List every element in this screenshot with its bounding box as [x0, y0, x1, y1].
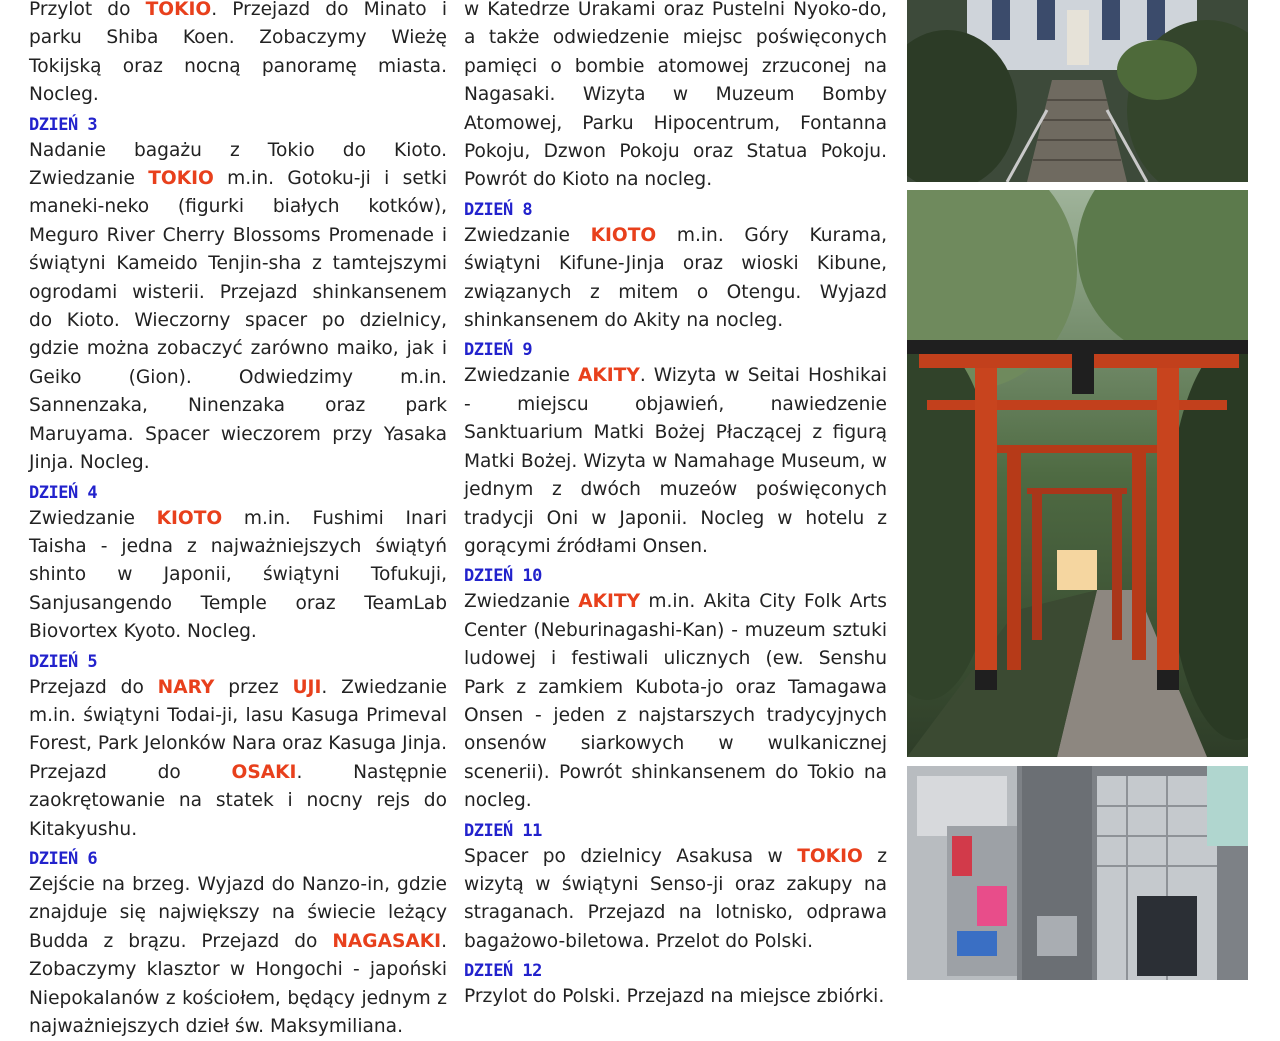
city-name: AKITY — [578, 591, 641, 613]
city-name: UJI — [292, 676, 322, 698]
day-heading: DZIEŃ 10 — [464, 566, 542, 587]
city-name: TOKIO — [797, 845, 863, 867]
day-paragraph: Zwiedzanie KIOTO m.in. Fushimi Inari Taisha - jedna z najważniejszych świątyń shinto w Japonii, świątyni Tofukuji, Sanjusangendo Temple oraz TeamLab Biovortex Kyoto. Nocleg. — [29, 507, 448, 643]
day-paragraph: Zwiedzanie KIOTO m.in. Góry Kurama, świątyni Kifune-Jinja oraz wioski Kibune, związanych z mitem o Otengu. Wyjazd shinkansenem do Akity na nocleg. — [464, 224, 887, 332]
day-heading: DZIEŃ 3 — [29, 114, 98, 135]
day-heading: DZIEŃ 4 — [29, 482, 98, 503]
city-name: AKITY — [577, 365, 640, 387]
day-paragraph: Przejazd do NARY przez UJI. Zwiedzanie m.in. świątyni Todai-ji, lasu Kasuga Primeval Forest, Park Jelonków Nara oraz Kasuga Jinja. Przejazd do OSAKI. Następnie zaokrętowanie na statek i nocny rejs do Kitakyushu. — [29, 676, 447, 840]
church-stairs-photo — [907, 0, 1248, 182]
day-heading: DZIEŃ 6 — [29, 848, 98, 869]
day-paragraph: w Katedrze Urakami oraz Pustelni Nyoko-do, a także odwiedzenie miejsc poświęconych pamięci o bombie atomowej zrzuconej na Nagasaki. Wizyta w Muzeum Bomby Atomowej, Parku Hipocentrum, Fontanna Pokoju, Dzwon Pokoju oraz Statua Pokoju. Powrót do Kioto na nocleg. — [464, 0, 887, 191]
city-name: NARY — [157, 676, 215, 698]
day-paragraph: Przylot do TOKIO. Przejazd do Minato i parku Shiba Koen. Zobaczymy Wieżę Tokijską oraz nocną panoramę miasta. Nocleg. — [29, 0, 447, 106]
day-paragraph: Przylot do Polski. Przejazd na miejsce zbiórki. — [464, 986, 885, 1008]
itinerary-column-middle — [464, 0, 887, 1012]
day-paragraph: Zejście na brzeg. Wyjazd do Nanzo-in, gdzie znajduje się największy na świecie leżący Budda z brązu. Przejazd do NAGASAKI. Zobaczymy klasztor w Hongochi - japoński Niepokalanów z kościołem, będący jednym z najważniejszych dzieł św. Maksymiliana. — [29, 873, 447, 1037]
city-name: TOKIO — [145, 0, 212, 20]
day-heading: DZIEŃ 11 — [464, 820, 542, 841]
day-heading: DZIEŃ 9 — [464, 340, 533, 361]
city-name: NAGASAKI — [332, 930, 442, 952]
city-name: KIOTO — [156, 507, 223, 529]
itinerary-column-left — [29, 0, 447, 1041]
day-paragraph: Nadanie bagażu z Tokio do Kioto. Zwiedzanie TOKIO m.in. Gotoku-ji i setki maneki-neko (figurki białych kotków), Meguro River Cherry Blossoms Promenade i świątyni Kameido Tenjin-sha z tamtejszymi ogrodami wisterii. Przejazd shinkansenem do Kioto. Wieczorny spacer po dzielnicy, gdzie można zobaczyć zarówno maiko, jak i Geiko (Gion). Odwiedzimy m.in. Sannenzaka, Ninenzaka oraz park Maruyama. Spacer wieczorem przy Yasaka Jinja. Nocleg. — [29, 139, 447, 474]
day-paragraph: Zwiedzanie AKITY m.in. Akita City Folk Arts Center (Neburinagashi-Kan) - muzeum sztuki ludowej i festiwali ulicznych (ew. Senshu Park z zamkiem Kubota-jo oraz Tamagawa Onsen - jeden z najstarszych tradycyjnych onsenów siarkowych w wulkanicznej scenerii). Powrót shinkansenem do Tokio na nocleg. — [464, 591, 887, 812]
city-name: KIOTO — [590, 224, 657, 246]
torii-gates-photo — [907, 190, 1248, 757]
city-name: TOKIO — [148, 168, 214, 190]
day-paragraph: Spacer po dzielnicy Asakusa w TOKIO z wizytą w świątyni Senso-ji oraz zakupy na straganach. Przejazd na lotnisko, odprawa bagażowo-biletowa. Przelot do Polski. — [464, 845, 887, 952]
day-paragraph: Zwiedzanie AKITY. Wizyta w Seitai Hoshikai - miejscu objawień, nawiedzenie Sanktuarium Matki Bożej Płaczącej z figurą Matki Bożej. Wizyta w Namahage Museum, w jednym z dwóch muzeów poświęconych tradycji Oni w Japonii. Nocleg w hotelu z gorącymi źródłami Onsen. — [464, 365, 887, 557]
city-name: OSAKI — [231, 761, 297, 783]
day-heading: DZIEŃ 5 — [29, 651, 98, 672]
city-aerial-photo — [907, 766, 1248, 980]
day-heading: DZIEŃ 8 — [464, 199, 533, 220]
day-heading: DZIEŃ 12 — [464, 961, 542, 982]
